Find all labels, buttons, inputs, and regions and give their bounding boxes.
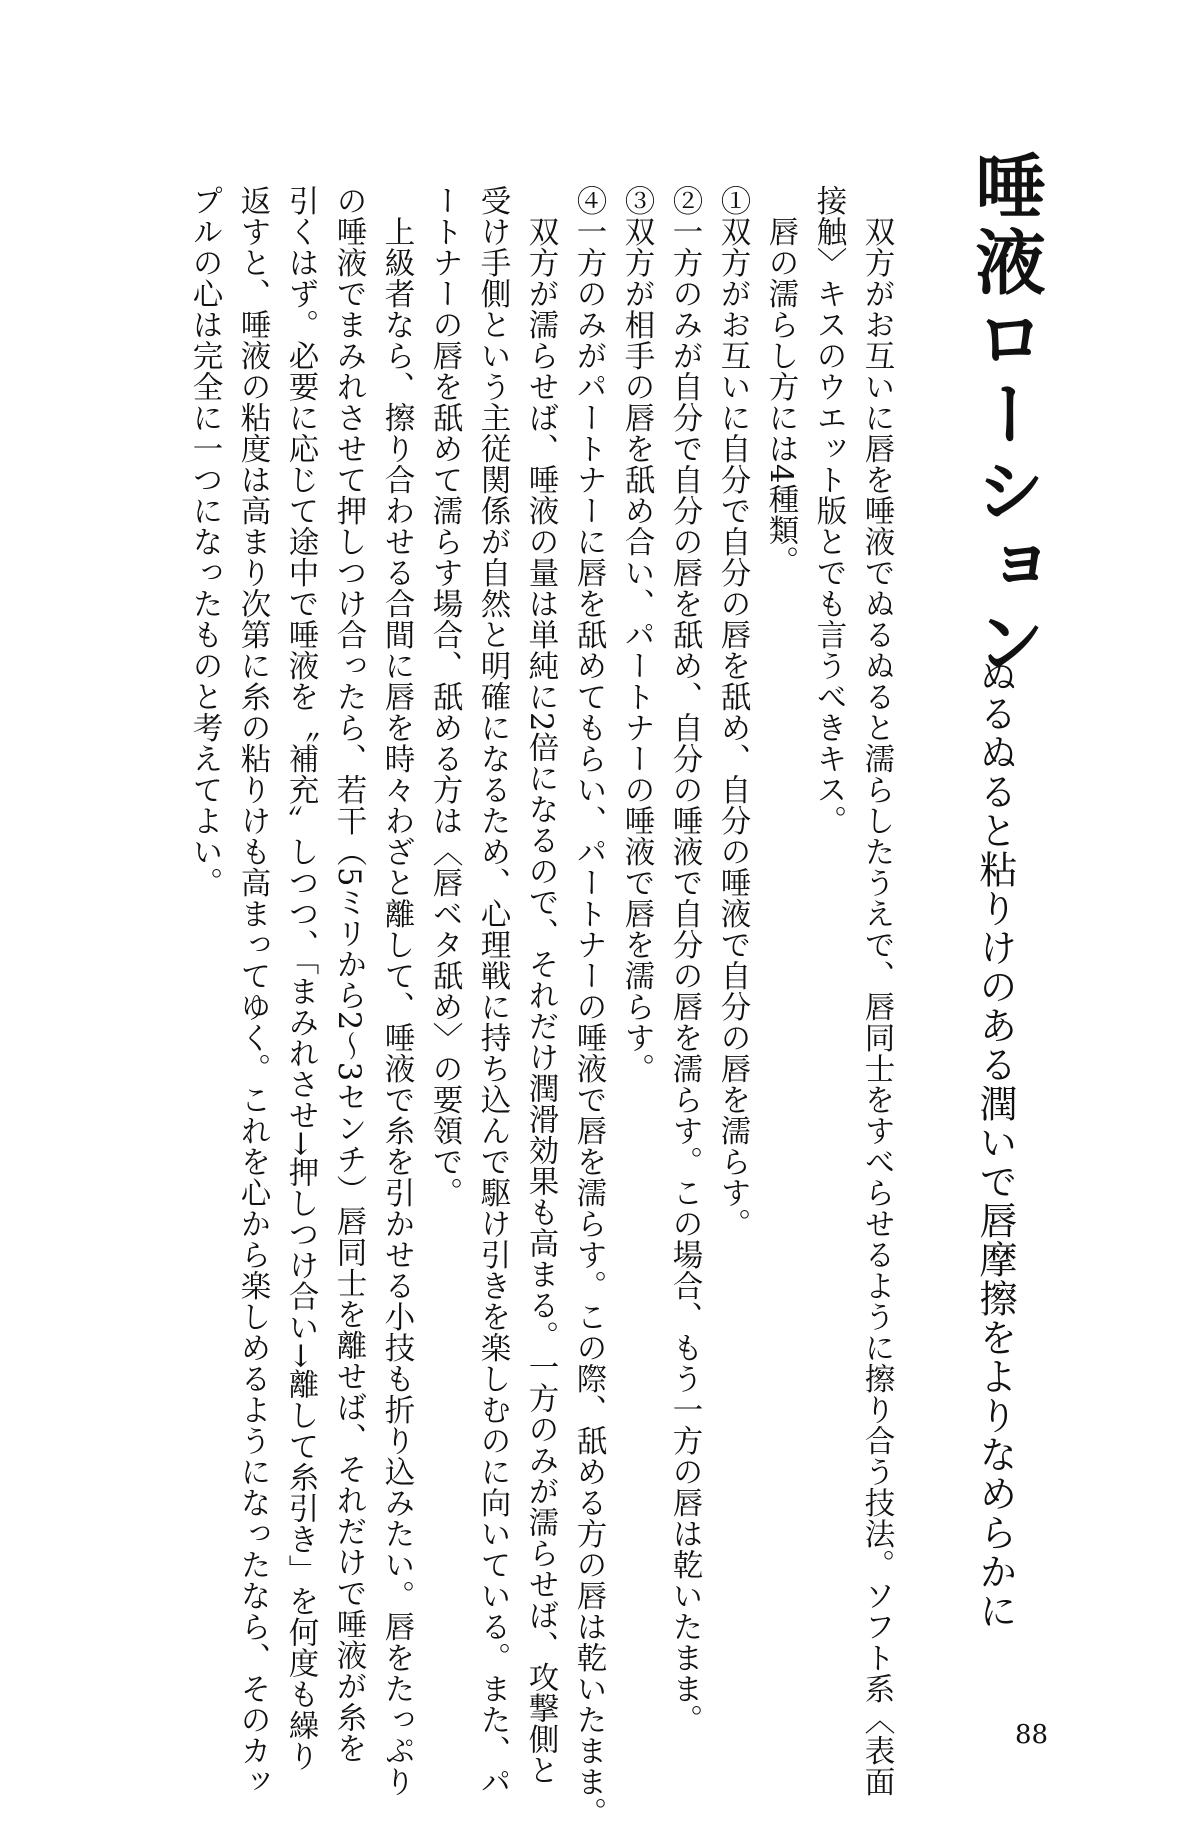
article-title: 唾液ローション [964,150,1046,682]
body-line: ④一方のみがパートナーに唇を舐めてもらい、パートナーの唾液で唇を濡らす。この際、舐める方の唇は乾いたまま。 [571,185,606,1828]
body-line: ①双方がお互いに自分で自分の唇を舐め、自分の唾液で自分の唇を濡らす。 [715,185,750,1239]
body-line: 双方が濡らせば、唾液の量は単純に2倍になるので、それだけ潤滑効果も高まる。一方のみが濡らせば、攻撃側と [523,185,558,1786]
body-line: 受け手側という主従関係が自然と明確になるため、心理戦に持ち込んで駆け引きを楽しむのに向いている。また、パ [475,185,510,1797]
body-line: ②一方のみが自分で自分の唇を舐め、自分の唾液で自分の唇を濡らす。この場合、もう一方の唇は乾いたまま。 [667,185,702,1735]
body-line: の唾液でまみれさせて押しつけ合ったら、若干（5ミリから2～3センチ）唇同士を離せば、それだけで唾液が糸を [331,185,366,1764]
body-line: 接触〉キスのウエット版とでも言うべきキス。 [811,185,846,836]
body-line: 双方がお互いに唇を唾液でぬるぬると濡らしたうえで、唇同士をすべらせるように擦り合う技法。ソフト系〈表面 [859,185,894,1797]
body-line: ③双方が相手の唇を舐め合い、パートナーの唾液で唇を濡らす。 [619,185,654,1084]
body-line: プルの心は完全に一つになったものと考えてよい。 [187,185,222,898]
body-line: ートナーの唇を舐めて濡らす場合、舐める方は〈唇ベタ舐め〉の要領で。 [427,185,462,1208]
article-subtitle: ぬるぬると粘りけのある潤いで唇摩擦をよりなめらかに [973,655,1017,1630]
body-line: 返すと、唾液の粘度は高まり次第に糸の粘りけも高まってゆく。これを心から楽しめるようになったなら、そのカッ [235,185,270,1797]
body-line: 引くはず。必要に応じて途中で唾液を〝補充〟しつつ、「まみれさせ→押しつけ合い→離して糸引き」を何度も繰り [283,185,318,1772]
page-number: 88 [1015,1720,1049,1750]
body-line: 唇の濡らし方には4種類。 [763,185,798,577]
body-line: 上級者なら、擦り合わせる合間に唇を時々わざと離して、唾液で糸を引かせる小技も折り込みたい。唇をたっぷり [379,185,414,1797]
